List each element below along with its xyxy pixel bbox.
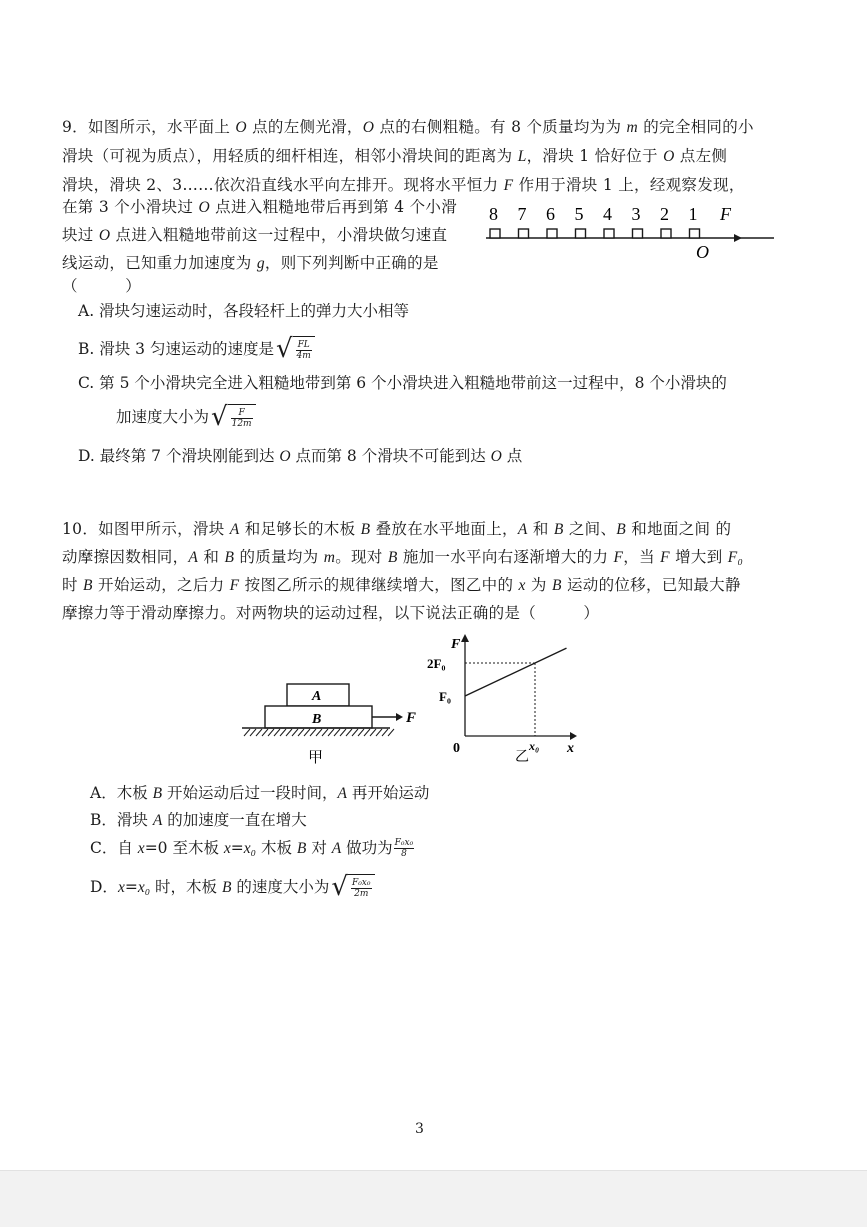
slider-block-label: 4 <box>603 204 612 224</box>
math-symbol: O <box>362 119 375 136</box>
math-symbol: A <box>188 549 199 566</box>
hatch-mark <box>340 729 346 736</box>
slider-block-label: 3 <box>631 204 641 224</box>
math-symbol: F <box>503 177 514 194</box>
text-run: 时 <box>62 576 84 594</box>
hatch-mark <box>280 729 286 736</box>
block-a-label: A <box>312 689 322 704</box>
q9-option-c-line2 <box>116 404 256 430</box>
text-run: C．自 <box>90 839 138 857</box>
sqrt-expression: √ $\frac{\text{F₀x₀}}{2m}$ <box>331 874 374 900</box>
q10-option-c <box>90 838 415 859</box>
math-symbol: x <box>518 577 526 594</box>
text-run: 对 <box>306 839 332 857</box>
question-10-line <box>62 547 743 568</box>
text-run: 点的左侧光滑， <box>246 118 363 136</box>
text-run: 点的右侧粗糙。有 8 个质量均为为 <box>374 118 627 136</box>
figure-caption-jia: 甲 <box>308 750 324 766</box>
page-bottom-margin <box>0 1170 867 1227</box>
text-run: 滑块，滑块 2、3……依次沿直线水平向左排开。现将水平恒力 <box>62 176 504 194</box>
hatch-mark <box>358 729 364 736</box>
text-run: 和 <box>198 548 225 566</box>
hatch-mark <box>250 729 256 736</box>
y-axis-label: F <box>451 637 461 652</box>
origin-label: 0 <box>453 741 460 756</box>
hatch-mark <box>256 729 262 736</box>
math-symbol: A <box>229 521 240 538</box>
hatch-mark <box>274 729 280 736</box>
x-axis-arrow <box>570 732 577 740</box>
question-9-line <box>62 276 141 296</box>
fraction: $\frac{FL}{4m}$ <box>296 339 311 361</box>
math-symbol: B <box>296 840 307 857</box>
hatch-mark <box>262 729 268 736</box>
q9-option-d <box>78 446 522 467</box>
text-run: B．滑块 <box>90 811 153 829</box>
slider-block <box>576 229 586 238</box>
hatch-mark <box>292 729 298 736</box>
hatch-mark <box>244 729 250 736</box>
fraction: $\frac{\text{F₀x₀}}{2m}$ <box>351 877 371 899</box>
text-run: ，则下列判断中正确的是 <box>264 254 439 272</box>
text-run: 和足够长的木板 <box>239 520 361 538</box>
hatch-mark <box>322 729 328 736</box>
figure-caption-yi: 乙 <box>515 750 529 762</box>
text-run: 叠放在水平地面上， <box>370 520 518 538</box>
math-symbol: B <box>387 549 398 566</box>
math-symbol: F <box>660 549 670 566</box>
text-run: 运动的位移，已知最大静 <box>561 576 741 594</box>
y-axis-arrow <box>461 634 469 642</box>
slider-block <box>661 229 671 238</box>
slider-block-label: 5 <box>574 204 584 224</box>
hatch-mark <box>328 729 334 736</box>
slider-block <box>633 229 643 238</box>
text-run: 10．如图甲所示，滑块 <box>62 520 230 538</box>
text-run: 作用于滑块 1 上，经观察发现， <box>513 176 745 194</box>
text-run: 滑块（可视为质点），用轻质的细杆相连，相邻小滑块间的距离为 <box>62 147 518 165</box>
math-symbol: A <box>152 812 163 829</box>
text-run: 。现对 <box>335 548 388 566</box>
hatch-mark <box>310 729 316 736</box>
q9-option-a: A. 滑块匀速运动时，各段轻杆上的弹力大小相等 <box>78 302 410 320</box>
hatch-mark <box>334 729 340 736</box>
hatch-mark <box>388 729 394 736</box>
text-run: 的加速度一直在增大 <box>162 811 307 829</box>
text-run: （ ） <box>62 277 142 295</box>
slider-block <box>519 229 529 238</box>
x-axis-label: x <box>567 741 574 756</box>
slider-block-label: 1 <box>688 204 698 224</box>
q9-option-c-text: 加速度大小为 <box>116 408 210 426</box>
slider-block-label: 2 <box>660 204 669 224</box>
sqrt-expression: √ $\frac{FL}{4m}$ <box>276 336 315 362</box>
math-symbol: O <box>98 227 111 244</box>
text-run: 动摩擦因数相同， <box>62 548 189 566</box>
force-label: F <box>406 710 417 726</box>
q10-option-c-text <box>90 838 393 859</box>
math-symbol: F₀ <box>727 549 744 566</box>
math-symbol: O <box>198 199 210 216</box>
q9-option-b <box>78 336 315 362</box>
text-run: A．木板 <box>90 784 153 802</box>
hatch-mark <box>382 729 388 736</box>
q9-option-c-line1: C. 第 5 个小滑块完全进入粗糙地带到第 6 个小滑块进入粗糙地带前这一过程中，8 个小滑块的 <box>78 374 727 392</box>
math-symbol: O <box>663 148 675 165</box>
math-symbol: A <box>337 785 347 802</box>
text-run: 按图乙所示的规律继续增大，图乙中的 <box>239 576 519 594</box>
slider-block-label: 7 <box>517 204 527 224</box>
question-9-line <box>62 146 727 167</box>
text-run: 施加一水平向右逐渐增大的力 <box>397 548 614 566</box>
hatch-mark <box>364 729 370 736</box>
text-run: 的完全相同的小 <box>638 118 754 136</box>
math-symbol: B <box>224 549 235 566</box>
text-run: 做功为 <box>341 839 393 857</box>
text-run: 线运动，已知重力加速度为 <box>62 254 257 272</box>
text-run: 点左侧 <box>674 147 728 165</box>
block-b-label: B <box>312 712 322 727</box>
force-arrowhead <box>396 713 403 721</box>
hatch-mark <box>370 729 376 736</box>
text-run: 开始运动后过一段时间， <box>162 784 338 802</box>
text-run: 为 <box>525 576 552 594</box>
fraction: $\frac{\text{F₀x₀}}{8}$ <box>394 838 414 859</box>
math-symbol: g <box>256 255 265 272</box>
math-symbol: B <box>152 785 163 802</box>
text-run: = <box>230 839 244 857</box>
q10-option-d-text <box>90 877 329 898</box>
text-run: 增大到 <box>669 548 728 566</box>
math-symbol: m <box>626 119 638 136</box>
question-9-line <box>62 117 754 138</box>
text-run: 点进入粗糙地带后再到第 4 个小滑 <box>209 198 457 216</box>
y-tick-2f0: 2F₀ <box>427 656 446 671</box>
text-run: ，当 <box>623 548 661 566</box>
math-symbol: F <box>229 577 240 594</box>
math-symbol: O <box>235 119 247 136</box>
hatch-mark <box>286 729 292 736</box>
math-symbol: B <box>221 878 232 896</box>
hatch-mark <box>304 729 310 736</box>
hatch-mark <box>376 729 382 736</box>
math-symbol: m <box>323 549 336 566</box>
text-run: 和地面之间 的 <box>626 520 732 538</box>
math-symbol: x <box>137 840 145 857</box>
q9-option-b-text: B. 滑块 3 匀速运动的速度是 <box>78 340 274 358</box>
slider-block <box>690 229 700 238</box>
math-symbol: x <box>223 840 231 857</box>
hatch-mark <box>316 729 322 736</box>
math-symbol: B <box>360 521 371 538</box>
hatch-mark <box>346 729 352 736</box>
q10-option-b <box>90 810 307 831</box>
text-run: 9．如图所示，水平面上 <box>62 118 236 136</box>
math-symbol: B <box>551 577 562 594</box>
math-symbol: B <box>553 521 564 538</box>
text-run: D. 最终第 7 个滑块刚能到达 <box>78 447 280 465</box>
x-tick-x0: x₀ <box>529 739 540 753</box>
slider-block-label: 8 <box>489 204 498 224</box>
force-label: F <box>720 204 731 224</box>
math-symbol: O <box>279 448 291 465</box>
text-run: ，滑块 1 恰好位于 <box>526 147 664 165</box>
text-run: 开始运动，之后力 <box>92 576 230 594</box>
q10-option-d <box>90 874 375 900</box>
slider-block <box>490 229 500 238</box>
math-symbol: B <box>616 521 627 538</box>
math-symbol: x <box>117 878 125 896</box>
text-run: 的速度大小为 <box>231 877 330 896</box>
text-run: 在第 3 个小滑块过 <box>62 198 199 216</box>
f-x-line <box>465 648 567 696</box>
text-run: 点 <box>501 447 523 465</box>
text-run: 点进入粗糙地带前这一过程中，小滑块做匀速直 <box>110 226 448 244</box>
q10-figure-yi-chart <box>425 630 585 762</box>
force-arrowhead <box>734 234 742 242</box>
hatch-mark <box>298 729 304 736</box>
question-10-line <box>62 603 599 623</box>
math-symbol: F <box>613 549 624 566</box>
math-symbol: O <box>490 448 502 465</box>
text-run: =0 至木板 <box>144 839 224 857</box>
question-9-line <box>62 175 745 196</box>
sqrt-expression: √ $\frac{F}{12m}$ <box>211 404 256 430</box>
text-run: 的质量均为 <box>234 548 324 566</box>
hatch-mark <box>352 729 358 736</box>
math-symbol: B <box>83 577 93 594</box>
question-10-line <box>62 519 731 540</box>
math-symbol: A <box>517 521 528 538</box>
y-tick-f0: F₀ <box>439 689 451 704</box>
math-symbol: L <box>517 148 527 165</box>
hatch-mark <box>268 729 274 736</box>
text-run: = <box>124 877 138 896</box>
q10-option-a <box>90 783 429 804</box>
text-run: 之间、 <box>563 520 617 538</box>
question-9-line <box>62 197 457 218</box>
slider-block <box>604 229 614 238</box>
text-run: 再开始运动 <box>347 784 430 802</box>
math-symbol: x₀ <box>243 840 257 857</box>
slider-block-label: 6 <box>546 204 555 224</box>
text-run: 木板 <box>256 839 297 857</box>
q10-figure-jia <box>240 680 440 770</box>
question-9-line <box>62 225 447 246</box>
fraction: $\frac{F}{12m}$ <box>231 407 252 429</box>
math-symbol: A <box>331 840 342 857</box>
text-run: D． <box>90 877 118 896</box>
text-run: 点而第 8 个滑块不可能到达 <box>290 447 491 465</box>
text-run: 和 <box>527 520 554 538</box>
math-symbol: x₀ <box>137 878 151 896</box>
text-run: 时，木板 <box>150 877 222 896</box>
text-run: 块过 <box>62 226 99 244</box>
q9-slider-figure <box>484 200 784 264</box>
ground-hatching <box>244 729 394 736</box>
text-run: 摩擦力等于滑动摩擦力。对两物块的运动过程，以下说法正确的是（ ） <box>62 604 600 622</box>
question-10-line <box>62 575 741 596</box>
question-9-line <box>62 253 439 274</box>
page-number: 3 <box>415 1121 424 1137</box>
origin-label: O <box>696 242 709 262</box>
slider-block <box>547 229 557 238</box>
